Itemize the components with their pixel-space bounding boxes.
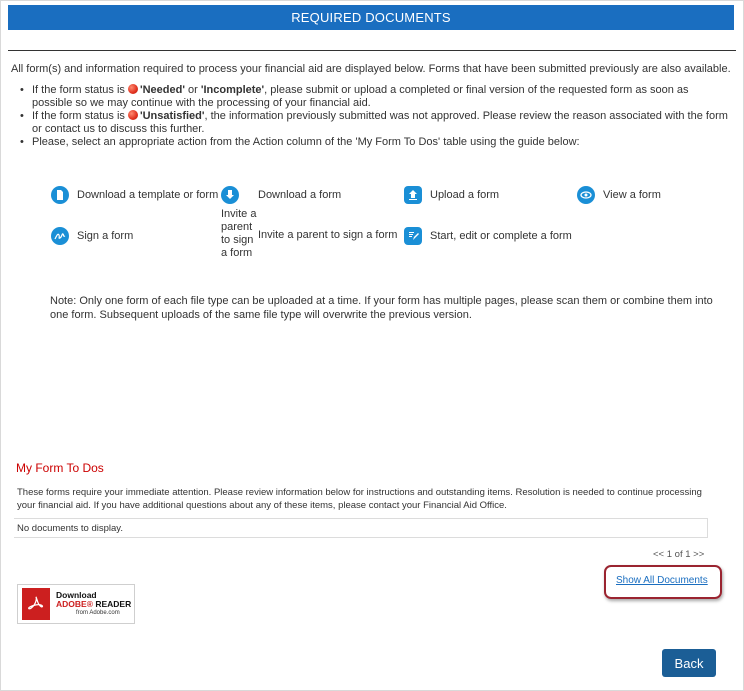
instruction-needed: • If the form status is 'Needed' or 'Incomplete', please submit or upload a completed or final version of the requested form as soon as possible so we may continue with the processing of your financial aid. bbox=[20, 84, 730, 110]
adobe-line1: Download bbox=[56, 589, 97, 600]
page-title: REQUIRED DOCUMENTS bbox=[8, 5, 734, 30]
adobe-logo-icon bbox=[22, 588, 50, 620]
red-status-dot-icon bbox=[128, 110, 138, 120]
guide-upload-form: Upload a form bbox=[404, 186, 499, 204]
download-adobe-reader-badge[interactable] bbox=[17, 584, 135, 624]
guide-download-form: Download a form bbox=[221, 186, 341, 204]
section-title-my-form-to-dos: My Form To Dos bbox=[16, 461, 104, 475]
adobe-line3: from Adobe.com bbox=[76, 609, 120, 616]
empty-documents-row: No documents to display. bbox=[14, 518, 708, 538]
signature-icon bbox=[51, 227, 69, 245]
upload-note: Note: Only one form of each file type can be uploaded at a time. If your form has multiple pages, please scan them or combine them into one form. Subsequent uploads of the same file type will overwrite the previous version. bbox=[50, 295, 713, 321]
instruction-action: • Please, select an appropriate action from the Action column of the 'My Form To Dos' table using the guide below: bbox=[20, 136, 730, 149]
back-button[interactable]: Back bbox=[662, 649, 716, 677]
guide-start-edit: Start, edit or complete a form bbox=[404, 227, 572, 245]
instructions-list bbox=[20, 84, 730, 149]
red-status-dot-icon bbox=[128, 84, 138, 94]
eye-icon bbox=[577, 186, 595, 204]
adobe-line2: ADOBE® READER bbox=[56, 598, 132, 609]
guide-invite-parent: Invite a parent to sign a form bbox=[258, 229, 398, 241]
instruction-unsatisfied: • If the form status is 'Unsatisfied', the information previously submitted was not approved. Please review the reason associated with the form or contact us to discuss this further. bbox=[20, 110, 730, 136]
invite-parent-column-label: Invite a parent to sign a form bbox=[221, 208, 257, 259]
show-all-documents-link[interactable]: Show All Documents bbox=[616, 575, 708, 586]
upload-icon bbox=[404, 186, 422, 204]
show-all-documents-highlight bbox=[604, 565, 722, 599]
guide-download-template: Download a template or form bbox=[51, 186, 218, 204]
guide-sign-form: Sign a form bbox=[51, 227, 133, 245]
section-description: These forms require your immediate attention. Please review information below for instructions and outstanding items. Resolution is needed to continue processing your financial aid. If you have additional questions about any of these items, please contact your Financial Aid Office. bbox=[17, 487, 702, 511]
guide-view-form: View a form bbox=[577, 186, 661, 204]
edit-form-icon bbox=[404, 227, 422, 245]
document-icon bbox=[51, 186, 69, 204]
intro-text: All form(s) and information required to process your financial aid are displayed below. Forms that have been submitted previously are also available. bbox=[11, 63, 731, 75]
download-icon bbox=[221, 186, 239, 204]
divider bbox=[8, 50, 736, 51]
pagination[interactable]: << 1 of 1 >> bbox=[653, 549, 705, 560]
